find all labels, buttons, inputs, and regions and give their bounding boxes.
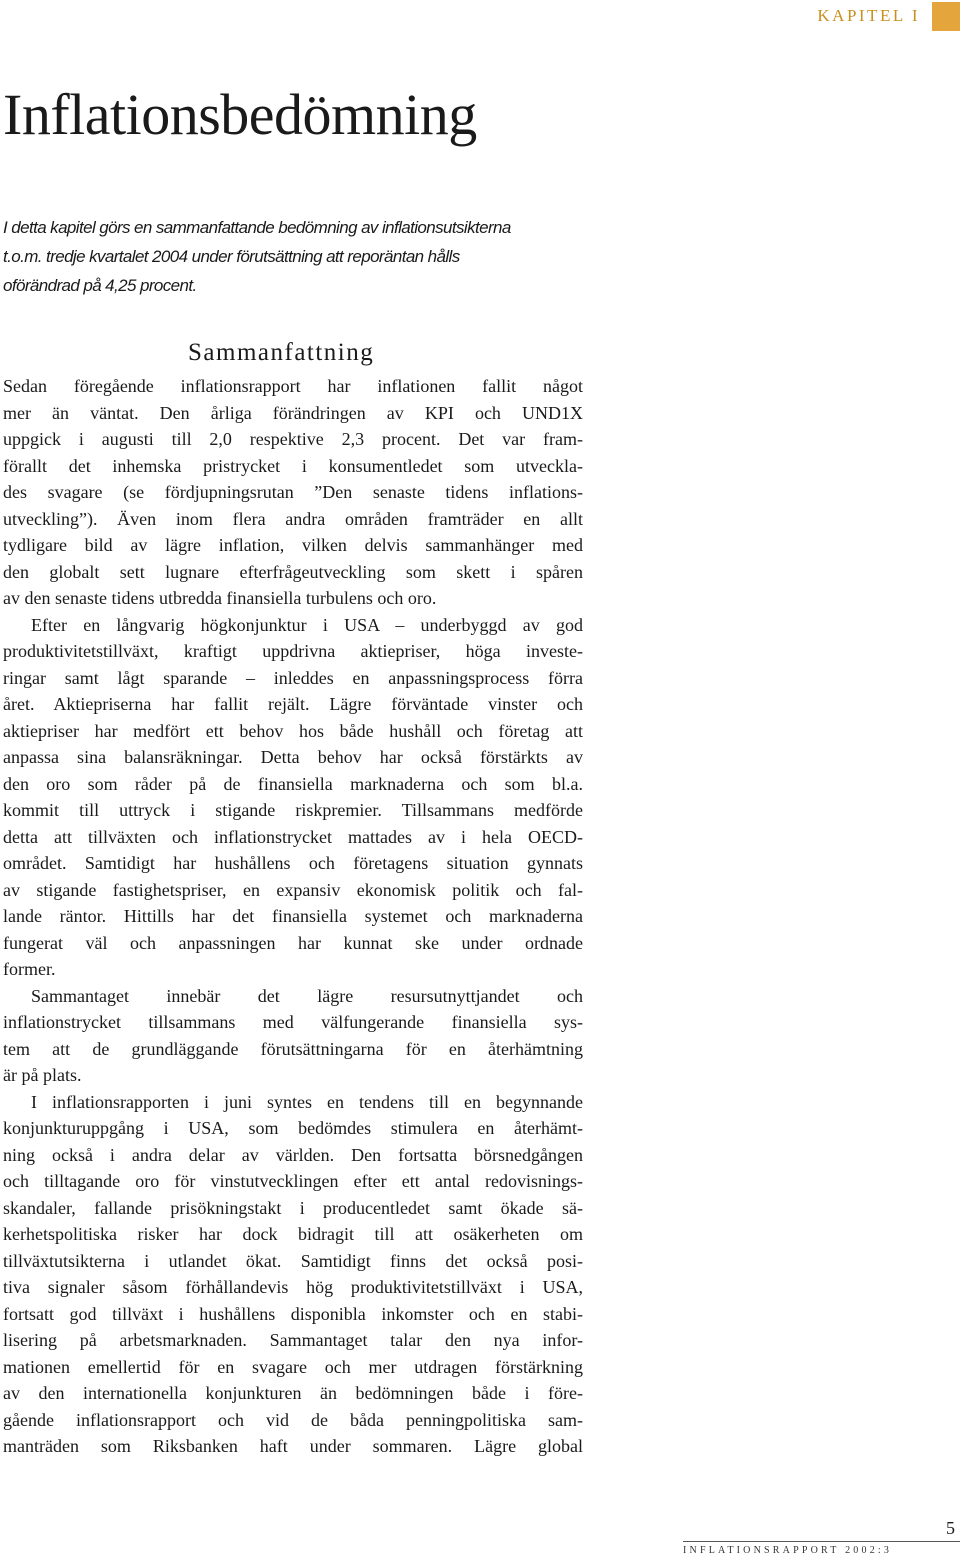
body-line: konjunkturuppgång i USA, som bedömdes stimulera en återhämt- (3, 1118, 583, 1138)
body-line: fortsatt god tillväxt i hushållens disponibla inkomster och en stabi- (3, 1303, 583, 1324)
body-line: Sammantaget innebär det lägre resursutnyttjandet och (31, 985, 583, 1006)
body-line: och tilltagande oro för vinstutvecklingen efter ett antal redovisnings- (3, 1171, 583, 1191)
body-line: former. (3, 959, 56, 979)
body-line: gående inflationsrapport och vid de båda penningpolitiska sam- (3, 1409, 583, 1430)
section-heading: Sammanfattning (188, 339, 375, 366)
chapter-label: KAPITEL I (817, 6, 920, 25)
body-text (3, 373, 583, 1460)
intro-line: t.o.m. tredje kvartalet 2004 under förutsättning att reporäntan hålls (3, 247, 460, 266)
body-line: detta att tillväxten och inflationstrycket mattades av i hela OECD- (3, 826, 583, 847)
body-line: manträden som Riksbanken haft under sommaren. Lägre global (3, 1436, 583, 1456)
publication-name: INFLATIONSRAPPORT 2002:3 (683, 1545, 893, 1556)
body-line: är på plats. (3, 1065, 82, 1085)
body-line: den globalt sett lugnare efterfrågeutveckling som skett i spåren (3, 561, 583, 582)
body-line: kommit till uttryck i stigande riskpremier. Tillsammans medförde (3, 800, 583, 820)
body-line: lisering på arbetsmarknaden. Sammantaget talar den nya infor- (3, 1330, 583, 1350)
page-title: Inflationsbedömning (3, 82, 477, 147)
body-line: den oro som råder på de finansiella marknaderna och som bl.a. (3, 773, 583, 794)
body-line: året. Aktiepriserna har fallit rejält. Lägre förväntade vinster och (3, 694, 583, 714)
body-line: av den internationella konjunkturen än bedömningen både i före- (3, 1383, 583, 1403)
body-line: I inflationsrapporten i juni syntes en tendens till en begynnande (31, 1091, 583, 1112)
body-line: förallt det inhemska pristrycket i konsumentledet som utveckla- (3, 455, 583, 476)
body-line: des svagare (se fördjupningsrutan ”Den senaste tidens inflations- (3, 482, 583, 502)
body-line: ringar samt lågt sparande – inleddes en anpassningsprocess förra (3, 667, 583, 688)
body-line: anpassa sina balansräkningar. Detta behov har också förstärkts av (3, 747, 583, 767)
chapter-marker (932, 2, 960, 31)
body-line: mer än väntat. Den årliga förändringen av KPI och UND1X (3, 402, 583, 423)
body-line: fungerat väl och anpassningen har kunnat ske under ordnade (3, 932, 583, 953)
body-line: kerhetspolitiska risker har dock bidragit till att osäkerheten om (3, 1224, 583, 1244)
intro-text (3, 213, 588, 300)
body-line: lande räntor. Hittills har det finansiella systemet och marknaderna (3, 906, 583, 926)
body-line: Sedan föregående inflationsrapport har inflationen fallit något (3, 376, 583, 396)
body-line: tydligare bild av lägre inflation, vilken delvis sammanhänger med (3, 535, 583, 555)
body-line: utveckling”). Även inom flera andra områden framträder en allt (3, 508, 583, 529)
body-line: skandaler, fallande prisökningstakt i producentledet samt ökade sä- (3, 1197, 583, 1218)
intro-line: I detta kapitel görs en sammanfattande bedömning av inflationsutsikterna (3, 218, 511, 237)
body-line: av den senaste tidens utbredda finansiella turbulens och oro. (3, 588, 437, 608)
intro-line: oförändrad på 4,25 procent. (3, 276, 197, 295)
body-line: mationen emellertid för en svagare och mer utdragen förstärkning (3, 1356, 583, 1377)
body-line: inflationstrycket tillsammans med välfungerande finansiella sys- (3, 1012, 583, 1032)
body-line: tillväxtutsikterna i utlandet ökat. Samtidigt finns det också posi- (3, 1250, 583, 1271)
body-line: området. Samtidigt har hushållens och företagens situation gynnats (3, 853, 583, 873)
body-line: ning också i andra delar av världen. Den fortsatta börsnedgången (3, 1144, 583, 1165)
body-line: tiva signaler såsom förhållandevis hög produktivitetstillväxt i USA, (3, 1277, 583, 1297)
page-number: 5 (946, 1518, 955, 1538)
footer-rule (683, 1541, 960, 1542)
body-line: uppgick i augusti till 2,0 respektive 2,3 procent. Det var fram- (3, 429, 583, 449)
body-line: tem att de grundläggande förutsättningarna för en återhämtning (3, 1038, 583, 1059)
body-line: Efter en långvarig högkonjunktur i USA – underbyggd av god (31, 614, 583, 635)
body-line: av stigande fastighetspriser, en expansiv ekonomisk politik och fal- (3, 879, 583, 900)
body-line: produktivitetstillväxt, kraftigt uppdrivna aktiepriser, höga investe- (3, 641, 583, 661)
body-line: aktiepriser har medfört ett behov hos både hushåll och företag att (3, 720, 583, 741)
